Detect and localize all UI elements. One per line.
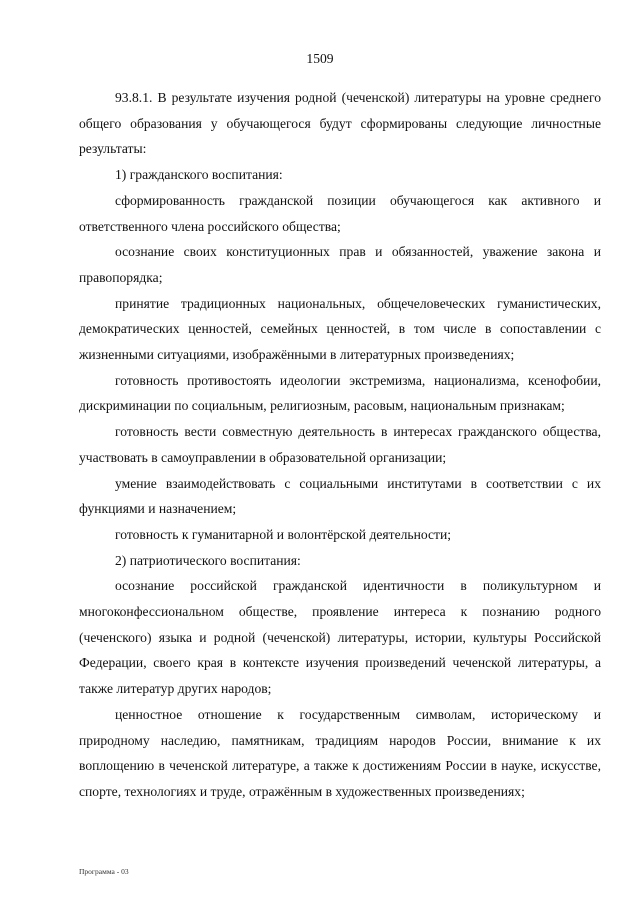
list-item-paragraph: осознание российской гражданской идентичности в поликультурном и многоконфессиональном обществе, проявление интереса к познанию родного (чеченского) языка и родной (чеченской) литературы, истории, культуры Российской Федерации, своего края в контексте изучения произведений чеченской литературы, а также литератур других народов; — [79, 578, 601, 697]
list-item-paragraph: умение взаимодействовать с социальными институтами в соответствии с их функциями и назначением; — [79, 475, 601, 517]
subsection-heading-civic: 1) гражданского воспитания: — [115, 167, 283, 183]
page-footer: Программа - 03 — [79, 867, 129, 876]
list-item-paragraph: осознание своих конституционных прав и обязанностей, уважение закона и правопорядка; — [79, 244, 601, 285]
subsection-heading-patriotic: 2) патриотического воспитания: — [115, 552, 301, 568]
document-body — [79, 85, 601, 805]
list-item-paragraph: принятие традиционных национальных, общечеловеческих гуманистических, демократических ценностей, семейных ценностей, в том числе в сопоставлении с жизненными ситуациями, изображёнными в литературных произведениях; — [79, 295, 601, 363]
page-number: 1509 — [306, 51, 334, 66]
list-item-paragraph: ценностное отношение к государственным символам, историческому и природному наследию, памятникам, традициям народов России, внимание к их воплощению в чеченской литературе, а также к достижениям России в науке, искусстве, спорте, технологиях и труде, отражённым в художественных произведениях; — [79, 706, 601, 799]
list-item-paragraph: готовность противостоять идеологии экстремизма, национализма, ксенофобии, дискриминации по социальным, религиозным, расовым, национальным признакам; — [79, 372, 601, 414]
section-intro-paragraph: 93.8.1. В результате изучения родной (чеченской) литературы на уровне среднего общего образования у обучающегося будут сформированы следующие личностные результаты: — [79, 90, 601, 157]
list-item-paragraph: готовность к гуманитарной и волонтёрской деятельности; — [115, 526, 452, 542]
list-item-paragraph: сформированность гражданской позиции обучающегося как активного и ответственного члена российского общества; — [79, 192, 601, 234]
list-item-paragraph: готовность вести совместную деятельность в интересах гражданского общества, участвовать в самоуправлении в образовательной организации; — [79, 424, 601, 465]
